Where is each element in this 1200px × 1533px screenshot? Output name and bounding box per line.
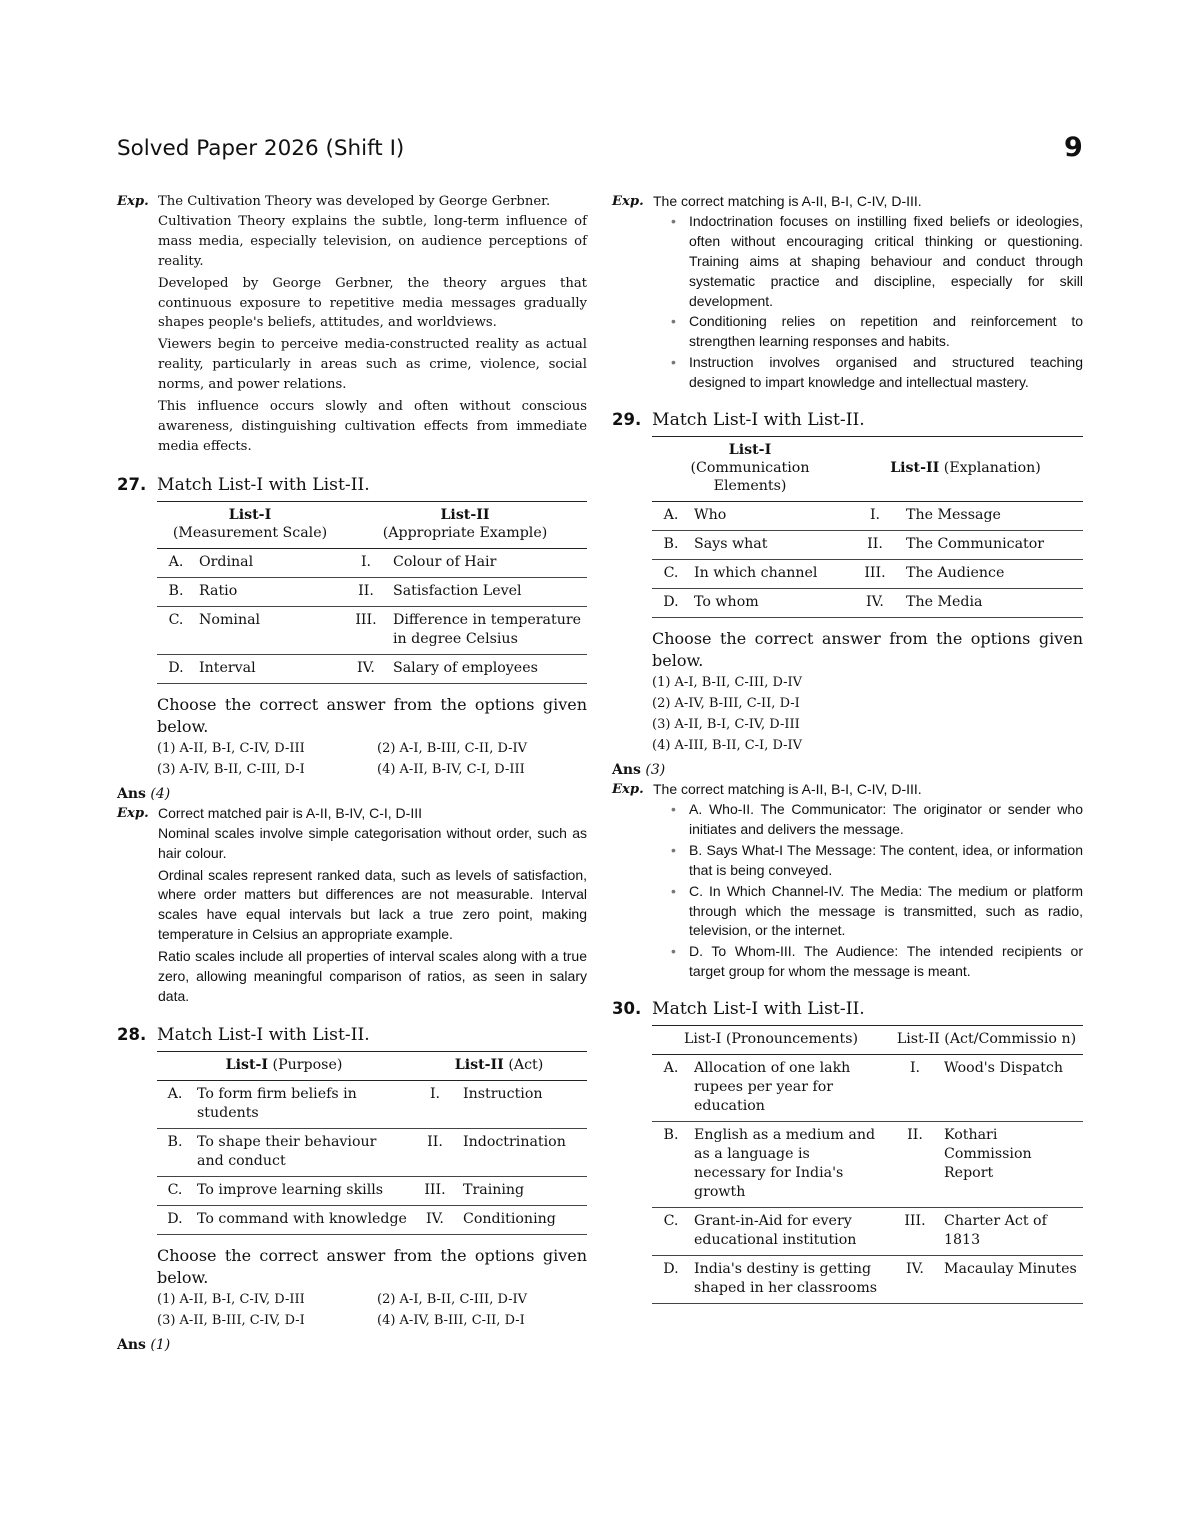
question-text: Match List-I with List-II. — [157, 474, 370, 495]
exp-bullet: • C. In Which Channel-IV. The Media: The medium or platform through which the message is transmitted, such as radio, television, or the internet. — [689, 882, 1083, 942]
question-29 — [612, 410, 1083, 430]
exp-label: Exp. — [117, 805, 149, 821]
question-number: 30. — [612, 999, 642, 1019]
question-28 — [117, 1025, 587, 1045]
option: (2) A-I, B-III, C-II, D-IV — [377, 740, 528, 756]
page-header-title: Solved Paper 2026 (Shift I) — [117, 136, 405, 161]
answer-29: Ans (3) — [612, 762, 666, 779]
exp-bullet: • B. Says What-I The Message: The content, idea, or information that is being conveyed. — [689, 841, 1083, 881]
exp-bullet: • D. To Whom-III. The Audience: The intended recipients or target group for whom the message is meant. — [689, 942, 1083, 982]
choose-instruction: Choose the correct answer from the options given below. — [157, 694, 587, 736]
table-row: C. To improve learning skills III. Training — [157, 1176, 587, 1205]
choose-instruction: Choose the correct answer from the options given below. — [157, 1245, 587, 1287]
exp-paragraph: Viewers begin to perceive media-constructed reality as actual reality, particularly in areas such as crime, violence, social norms, and power relations. — [158, 337, 587, 393]
table-row: D. Interval IV. Salary of employees — [157, 654, 587, 683]
answer-28: Ans (1) — [117, 1336, 171, 1353]
exp-paragraph: This influence occurs slowly and often without conscious awareness, distinguishing cultivation effects from immediate media effects. — [158, 399, 587, 454]
option: (2) A-IV, B-III, C-II, D-I — [652, 696, 800, 712]
options-27 — [157, 738, 587, 780]
table-row: B. To shape their behaviour and conduct II. Indoctrination — [157, 1128, 587, 1176]
option: (2) A-I, B-II, C-III, D-IV — [377, 1291, 528, 1307]
option: (3) A-IV, B-II, C-III, D-I — [157, 761, 305, 777]
exp-bullet: • Indoctrination focuses on instilling fixed beliefs or ideologies, often without encouraging critical thinking or questioning. Training aims at shaping behaviour and conduct through systematic practice and discipline, especially for skill development. — [689, 212, 1083, 312]
exp-label: Exp. — [612, 782, 644, 798]
table-header-list2: List-II (Appropriate Example) — [343, 501, 587, 548]
exp-line: The correct matching is A-II, B-I, C-IV, D-III. — [653, 781, 922, 798]
table-row: C. In which channel III. The Audience — [652, 560, 1083, 589]
exp-bullet: • Conditioning relies on repetition and reinforcement to strengthen learning responses and habits. — [689, 312, 1083, 352]
explanation-26 — [117, 192, 587, 459]
match-table-30 — [652, 1025, 1083, 1304]
answer-27: Ans (4) — [117, 785, 171, 802]
table-row: A. Who I. The Message — [652, 502, 1083, 531]
table-header-list1: List-I (Communication Elements) — [652, 437, 848, 502]
option: (4) A-IV, B-III, C-II, D-I — [377, 1312, 525, 1328]
table-header-list1: List-I (Purpose) — [157, 1051, 411, 1080]
option: (4) A-II, B-IV, C-I, D-III — [377, 761, 525, 777]
right-column — [612, 192, 1083, 1304]
page-number: 9 — [1064, 132, 1083, 163]
table-row: D. To whom IV. The Media — [652, 589, 1083, 618]
question-number: 27. — [117, 474, 147, 494]
question-number: 29. — [612, 410, 642, 430]
match-table-27 — [157, 501, 587, 684]
table-row: A. To form firm beliefs in students I. Instruction — [157, 1080, 587, 1128]
explanation-27 — [117, 804, 587, 1009]
table-row: B. Says what II. The Communicator — [652, 531, 1083, 560]
left-column — [117, 192, 587, 1353]
exp-line: The Cultivation Theory was developed by George Gerbner. — [158, 194, 551, 209]
match-table-29 — [652, 436, 1083, 618]
exp-label: Exp. — [612, 194, 644, 209]
table-row: A. Allocation of one lakh rupees per year for education I. Wood's Dispatch — [652, 1055, 1083, 1122]
table-row: B. English as a medium and as a language is necessary for India's growth II. Kothari Commission Report — [652, 1122, 1083, 1208]
question-text: Match List-I with List-II. — [157, 1024, 370, 1045]
table-row: D. To command with knowledge IV. Conditioning — [157, 1205, 587, 1234]
exp-bullet: • A. Who-II. The Communicator: The originator or sender who initiates and delivers the message. — [689, 800, 1083, 840]
table-row: C. Nominal III. Difference in temperature in degree Celsius — [157, 606, 587, 654]
exp-paragraph: Ratio scales include all properties of interval scales along with a true zero, allowing meaningful comparison of ratios, as seen in salary data. — [158, 948, 587, 1004]
exp-paragraph: Ordinal scales represent ranked data, such as levels of satisfaction, where order matters but differences are not measurable. Interval scales have equal intervals but lack a true zero point, making temperature in Celsius an appropriate example. — [158, 866, 587, 943]
choose-instruction: Choose the correct answer from the options given below. — [652, 629, 1083, 671]
option: (3) A-II, B-III, C-IV, D-I — [157, 1312, 305, 1328]
explanation-29 — [612, 780, 1083, 983]
option: (4) A-III, B-II, C-I, D-IV — [652, 738, 803, 754]
option: (1) A-II, B-I, C-IV, D-III — [157, 1291, 305, 1307]
option: (3) A-II, B-I, C-IV, D-III — [652, 717, 800, 733]
question-number: 28. — [117, 1024, 147, 1044]
exp-line: Correct matched pair is A-II, B-IV, C-I, D-III — [158, 804, 422, 821]
question-text: Match List-I with List-II. — [652, 999, 865, 1020]
exp-paragraph: Developed by George Gerbner, the theory argues that continuous exposure to repetitive media messages gradually shapes people's beliefs, attitudes, and worldviews. — [158, 275, 587, 331]
exp-label: Exp. — [117, 194, 149, 209]
exp-paragraph: Cultivation Theory explains the subtle, long-term influence of mass media, especially television, on audience perceptions of reality. — [158, 213, 587, 269]
options-29 — [652, 672, 1083, 756]
table-row: B. Ratio II. Satisfaction Level — [157, 577, 587, 606]
match-table-28 — [157, 1051, 587, 1235]
exp-paragraph: Nominal scales involve simple categorisation without order, such as hair colour. — [158, 824, 587, 861]
table-row: D. India's destiny is getting shaped in her classrooms IV. Macaulay Minutes — [652, 1256, 1083, 1304]
question-30 — [612, 999, 1083, 1019]
options-28 — [157, 1289, 587, 1331]
exp-line: The correct matching is A-II, B-I, C-IV, D-III. — [653, 193, 922, 209]
option: (1) A-I, B-II, C-III, D-IV — [652, 675, 803, 691]
table-header-list2: List-II (Explanation) — [848, 437, 1083, 502]
table-header-list1: List-I (Pronouncements) — [652, 1026, 890, 1055]
table-row: C. Grant-in-Aid for every educational institution III. Charter Act of 1813 — [652, 1208, 1083, 1256]
option: (1) A-II, B-I, C-IV, D-III — [157, 740, 305, 756]
exp-bullet: • Instruction involves organised and structured teaching designed to impart knowledge and intellectual mastery. — [689, 353, 1083, 393]
table-header-list1: List-I (Measurement Scale) — [157, 501, 343, 548]
question-27 — [117, 475, 587, 495]
table-header-list2: List-II (Act/Commissio n) — [890, 1026, 1083, 1055]
explanation-28 — [612, 192, 1083, 394]
table-row: A. Ordinal I. Colour of Hair — [157, 548, 587, 577]
question-text: Match List-I with List-II. — [652, 410, 865, 431]
table-header-list2: List-II (Act) — [411, 1051, 587, 1080]
